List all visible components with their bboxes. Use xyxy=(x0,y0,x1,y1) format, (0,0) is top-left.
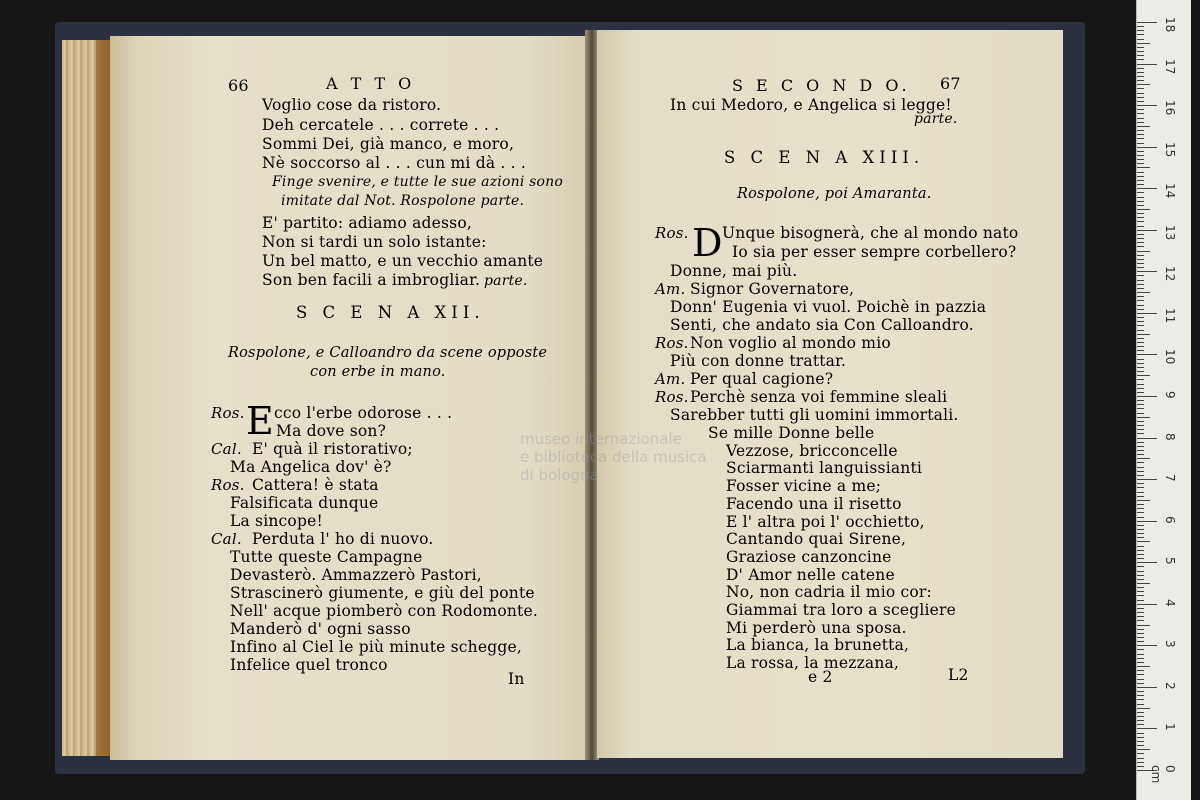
ruler-tick xyxy=(1137,475,1144,476)
aria-line: Vezzose, bricconcelle xyxy=(726,441,898,460)
ruler-number: 4 xyxy=(1163,598,1177,607)
ruler-tick xyxy=(1137,633,1144,634)
ruler-tick xyxy=(1137,147,1157,148)
dialogue-line: Strascinerò giumente, e giù del ponte xyxy=(230,584,535,602)
aria-line: La bianca, la brunetta, xyxy=(726,636,910,655)
ruler-tick xyxy=(1137,442,1144,443)
ruler-tick xyxy=(1137,720,1144,721)
dialogue-line: Unque bisognerà, che al mondo nato xyxy=(722,224,1019,242)
ruler-tick xyxy=(1137,533,1144,534)
stage-direction: Finge svenire, e tutte le sue azioni sono xyxy=(272,174,564,190)
catchword: In xyxy=(508,670,525,688)
ruler-tick xyxy=(1137,367,1144,368)
ruler-tick xyxy=(1137,591,1144,592)
dialogue-line: Più con donne trattar. xyxy=(670,352,847,370)
ruler-tick xyxy=(1137,242,1144,243)
ruler-tick xyxy=(1137,363,1144,364)
ruler-tick xyxy=(1137,354,1157,355)
ruler-tick xyxy=(1137,280,1144,281)
ruler-tick xyxy=(1137,39,1144,40)
ruler-tick xyxy=(1137,84,1150,85)
ruler-tick xyxy=(1137,126,1150,127)
drop-cap: E xyxy=(246,399,274,443)
ruler-tick xyxy=(1137,122,1144,123)
aria-line: E l' altra poi l' occhietto, xyxy=(726,512,925,531)
dialogue-line: E' quà il ristorativo; xyxy=(252,440,413,458)
ruler-tick xyxy=(1137,325,1144,326)
ruler-tick xyxy=(1137,471,1144,472)
ruler-tick xyxy=(1137,259,1144,260)
ruler-tick xyxy=(1137,359,1144,360)
speaker-label: Cal. xyxy=(211,440,242,458)
ruler-tick xyxy=(1137,88,1144,89)
ruler-tick xyxy=(1137,251,1150,252)
scene-cast: con erbe in mano. xyxy=(310,364,446,380)
ruler-tick xyxy=(1137,662,1144,663)
ruler-tick xyxy=(1137,138,1144,139)
ruler-tick xyxy=(1137,683,1144,684)
aria-line: D' Amor nelle catene xyxy=(726,565,895,584)
left-page-number: 66 xyxy=(228,76,249,95)
ruler-tick xyxy=(1137,284,1144,285)
verse-line: E' partito: adiamo adesso, xyxy=(262,214,472,232)
ruler-tick xyxy=(1137,51,1144,52)
ruler-tick xyxy=(1137,109,1144,110)
ruler-number: 2 xyxy=(1163,681,1177,690)
ruler-tick xyxy=(1137,658,1144,659)
ruler-tick xyxy=(1137,483,1144,484)
ruler-tick xyxy=(1137,708,1150,709)
ruler-tick xyxy=(1137,654,1144,655)
ruler-tick xyxy=(1137,695,1144,696)
ruler-tick xyxy=(1137,167,1150,168)
stage-direction: imitate dal Not. Rospolone parte. xyxy=(281,193,525,209)
ruler-tick xyxy=(1137,338,1144,339)
ruler-tick xyxy=(1137,649,1144,650)
ruler-tick xyxy=(1137,300,1144,301)
ruler-tick xyxy=(1137,674,1144,675)
ruler-tick xyxy=(1137,670,1144,671)
ruler-number: 8 xyxy=(1163,432,1177,441)
ruler-tick xyxy=(1137,55,1144,56)
ruler-tick xyxy=(1137,400,1144,401)
ruler-tick xyxy=(1137,184,1144,185)
signature-mark: e 2 xyxy=(808,668,833,686)
ruler-tick xyxy=(1137,579,1144,580)
ruler-tick xyxy=(1137,296,1144,297)
ruler-tick xyxy=(1137,595,1144,596)
ruler-tick xyxy=(1137,275,1144,276)
ruler-number: 1 xyxy=(1163,723,1177,732)
dialogue-line: Perduta l' ho di nuovo. xyxy=(252,530,434,548)
ruler-tick xyxy=(1137,733,1144,734)
ruler-tick xyxy=(1137,666,1150,667)
ruler-tick xyxy=(1137,313,1157,314)
ruler-number: 11 xyxy=(1163,307,1177,324)
dialogue-line: Infelice quel tronco xyxy=(230,656,388,674)
ruler-tick xyxy=(1137,645,1157,646)
verse-line: Voglio cose da ristoro. xyxy=(262,96,442,114)
ruler-tick xyxy=(1137,47,1144,48)
ruler-tick xyxy=(1137,587,1144,588)
ruler-tick xyxy=(1137,404,1144,405)
ruler-tick xyxy=(1137,72,1144,73)
ruler-tick xyxy=(1137,255,1144,256)
ruler-number: 6 xyxy=(1163,515,1177,524)
ruler-tick xyxy=(1137,180,1144,181)
ruler-tick xyxy=(1137,612,1144,613)
ruler-tick xyxy=(1137,728,1157,729)
ruler-tick xyxy=(1137,762,1144,763)
ruler-number: 14 xyxy=(1163,183,1177,199)
speaker-label: Ros. xyxy=(211,404,245,422)
ruler-tick xyxy=(1137,641,1144,642)
scene-cast: Rospolone, e Calloandro da scene opposte xyxy=(228,345,548,361)
ruler-tick xyxy=(1137,305,1144,306)
ruler-tick xyxy=(1137,479,1157,480)
verse-line: Son ben facili a imbrogliar. xyxy=(262,271,481,289)
ruler-tick xyxy=(1137,321,1144,322)
ruler-tick xyxy=(1137,575,1144,576)
speaker-label: Am. xyxy=(655,280,686,298)
ruler-tick xyxy=(1137,608,1144,609)
catchword: L2 xyxy=(948,666,969,684)
ruler-tick xyxy=(1137,558,1144,559)
speaker-label: Ros. xyxy=(655,334,689,352)
ruler-tick xyxy=(1137,458,1150,459)
ruler-tick xyxy=(1137,80,1144,81)
ruler-tick xyxy=(1137,288,1144,289)
ruler-tick xyxy=(1137,604,1157,605)
ruler-tick xyxy=(1137,571,1144,572)
ruler-tick xyxy=(1137,691,1144,692)
ruler-tick xyxy=(1137,26,1144,27)
ruler-tick xyxy=(1137,113,1144,114)
ruler-tick xyxy=(1137,93,1144,94)
ruler-tick xyxy=(1137,267,1144,268)
ruler-tick xyxy=(1137,105,1157,106)
aria-line: Giammai tra loro a scegliere xyxy=(726,601,957,619)
ruler-tick xyxy=(1137,76,1144,77)
ruler-tick xyxy=(1137,749,1150,750)
ruler-tick xyxy=(1137,375,1150,376)
ruler-tick xyxy=(1137,554,1144,555)
ruler-tick xyxy=(1137,546,1144,547)
ruler-tick xyxy=(1137,421,1144,422)
ruler-tick xyxy=(1137,342,1144,343)
ruler-tick xyxy=(1137,413,1144,414)
ruler-tick xyxy=(1137,130,1144,131)
ruler-tick xyxy=(1137,487,1144,488)
ruler-tick xyxy=(1137,271,1157,272)
ruler-tick xyxy=(1137,188,1157,189)
watermark-line: e biblioteca della musica xyxy=(520,448,707,466)
ruler-tick xyxy=(1137,496,1144,497)
ruler-tick xyxy=(1137,753,1144,754)
speaker-label: Ros. xyxy=(655,388,689,406)
right-running-head: S E C O N D O. xyxy=(732,76,911,95)
aria-line: La rossa, la mezzana, xyxy=(726,654,900,673)
ruler-tick xyxy=(1137,317,1144,318)
ruler-tick xyxy=(1137,309,1144,310)
dialogue-line: Infino al Ciel le più minute schegge, xyxy=(230,638,522,656)
ruler-tick xyxy=(1137,350,1144,351)
ruler-tick xyxy=(1137,433,1144,434)
aria-line: Graziose canzoncine xyxy=(726,547,892,566)
dialogue-line: Donn' Eugenia vi vuol. Poichè in pazzia xyxy=(670,298,987,316)
ruler-tick xyxy=(1137,209,1150,210)
measuring-ruler xyxy=(1136,0,1191,800)
ruler-tick xyxy=(1137,334,1150,335)
ruler-tick xyxy=(1137,504,1144,505)
dialogue-line: Manderò d' ogni sasso xyxy=(230,620,411,638)
ruler-tick xyxy=(1137,392,1144,393)
ruler-tick xyxy=(1137,699,1144,700)
ruler-tick xyxy=(1137,213,1144,214)
dialogue-line: Ma Angelica dov' è? xyxy=(230,458,392,476)
ruler-number: 7 xyxy=(1163,474,1177,482)
dialogue-line: Io sia per esser sempre corbellero? xyxy=(732,243,1017,261)
ruler-tick xyxy=(1137,429,1144,430)
dialogue-line: Signor Governatore, xyxy=(690,280,855,298)
ruler-tick xyxy=(1137,379,1144,380)
ruler-tick xyxy=(1137,234,1144,235)
ruler-tick xyxy=(1137,508,1144,509)
library-watermark xyxy=(520,430,710,484)
ruler-tick xyxy=(1137,246,1144,247)
ruler-tick xyxy=(1137,151,1144,152)
ruler-tick xyxy=(1137,758,1144,759)
ruler-tick xyxy=(1137,712,1144,713)
scene-heading: S C E N A XIII. xyxy=(724,148,925,167)
ruler-tick xyxy=(1137,521,1157,522)
ruler-tick xyxy=(1137,462,1144,463)
verse-line: Sommi Dei, già manco, e moro, xyxy=(262,135,515,153)
ruler-tick xyxy=(1137,43,1150,44)
ruler-tick xyxy=(1137,637,1144,638)
speaker-label: Am. xyxy=(655,370,686,388)
ruler-tick xyxy=(1137,566,1144,567)
dialogue-line: Senti, che andato sia Con Calloandro. xyxy=(670,316,974,334)
dialogue-line: Donne, mai più. xyxy=(670,262,798,280)
ruler-tick xyxy=(1137,512,1144,513)
ruler-tick xyxy=(1137,600,1144,601)
ruler-number: 17 xyxy=(1163,58,1177,74)
aria-line: Fosser vicine a me; xyxy=(726,477,882,496)
scene-heading: S C E N A XII. xyxy=(296,303,485,322)
ruler-number: 0 cm xyxy=(1149,765,1177,784)
ruler-tick xyxy=(1137,541,1150,542)
dialogue-line: Cattera! è stata xyxy=(252,476,379,494)
aria-line: Cantando quai Sirene, xyxy=(726,530,907,549)
ruler-number: 3 xyxy=(1163,640,1177,648)
watermark-line: di bologna xyxy=(520,466,599,484)
dialogue-line: Falsificata dunque xyxy=(230,494,379,512)
ruler-tick xyxy=(1137,59,1144,60)
speaker-label: Ros. xyxy=(655,224,689,242)
ruler-tick xyxy=(1137,192,1144,193)
ruler-tick xyxy=(1137,550,1144,551)
dialogue-line: Devasterò. Ammazzerò Pastori, xyxy=(230,566,482,584)
ruler-tick xyxy=(1137,417,1150,418)
ruler-tick xyxy=(1137,68,1144,69)
ruler-number: 9 xyxy=(1163,391,1177,399)
ruler-tick xyxy=(1137,217,1144,218)
stage-direction-parte: parte. xyxy=(484,273,528,289)
dialogue-line: Ma dove son? xyxy=(276,422,387,440)
ruler-tick xyxy=(1137,525,1144,526)
ruler-tick xyxy=(1137,101,1144,102)
ruler-tick xyxy=(1137,492,1144,493)
scene-cast: Rospolone, poi Amaranta. xyxy=(737,186,932,202)
ruler-tick xyxy=(1137,724,1144,725)
ruler-tick xyxy=(1137,346,1144,347)
ruler-tick xyxy=(1137,737,1144,738)
dialogue-line: Sarebber tutti gli uomini immortali. xyxy=(670,406,959,424)
ruler-tick xyxy=(1137,143,1144,144)
ruler-tick xyxy=(1137,396,1157,397)
ruler-tick xyxy=(1137,118,1144,119)
ruler-number: 15 xyxy=(1163,141,1177,157)
dialogue-line: Nell' acque piomberò con Rodomonte. xyxy=(230,602,538,620)
left-running-head: A T T O xyxy=(326,74,416,93)
right-page-number: 67 xyxy=(940,74,961,93)
ruler-tick xyxy=(1137,330,1144,331)
ruler-tick xyxy=(1137,163,1144,164)
ruler-tick xyxy=(1137,454,1144,455)
verse-line: Nè soccorso al . . . cun mi dà . . . xyxy=(262,154,527,172)
ruler-tick xyxy=(1137,34,1144,35)
aria-line: No, non cadria il mio cor: xyxy=(726,583,932,602)
speaker-label: Cal. xyxy=(211,530,242,548)
ruler-tick xyxy=(1137,450,1144,451)
ruler-number: 18 xyxy=(1163,17,1177,33)
dialogue-line: Per qual cagione? xyxy=(690,370,834,388)
ruler-tick xyxy=(1137,238,1144,239)
ruler-tick xyxy=(1137,583,1150,584)
ruler-tick xyxy=(1137,766,1144,767)
ruler-tick xyxy=(1137,22,1157,23)
aria-line: Mi perderò una sposa. xyxy=(726,618,907,637)
aria-line: Facendo una il risetto xyxy=(726,494,902,513)
aria-line: Se mille Donne belle xyxy=(708,424,875,442)
ruler-tick xyxy=(1137,529,1144,530)
ruler-tick xyxy=(1137,64,1157,65)
ruler-tick xyxy=(1137,30,1144,31)
ruler-tick xyxy=(1137,197,1144,198)
ruler-tick xyxy=(1137,134,1144,135)
drop-cap: D xyxy=(692,221,723,265)
dialogue-line: cco l'erbe odorose . . . xyxy=(274,404,453,422)
ruler-number: 16 xyxy=(1163,100,1177,116)
verse-line: In cui Medoro, e Angelica si legge! xyxy=(670,96,952,114)
verse-line: Un bel matto, e un vecchio amante xyxy=(262,252,544,270)
dialogue-line: Perchè senza voi femmine sleali xyxy=(690,388,948,406)
ruler-tick xyxy=(1137,500,1150,501)
ruler-tick xyxy=(1137,221,1144,222)
ruler-tick xyxy=(1137,384,1144,385)
ruler-tick xyxy=(1137,679,1144,680)
ruler-tick xyxy=(1137,292,1150,293)
ruler-tick xyxy=(1137,263,1144,264)
ruler-number: 13 xyxy=(1163,224,1177,241)
ruler-tick xyxy=(1137,388,1144,389)
ruler-tick xyxy=(1137,537,1144,538)
ruler-tick xyxy=(1137,172,1144,173)
stage-direction-parte: parte. xyxy=(914,111,958,127)
ruler-tick xyxy=(1137,446,1144,447)
ruler-tick xyxy=(1137,745,1144,746)
ruler-number: 12 xyxy=(1163,266,1177,282)
ruler-tick xyxy=(1137,620,1144,621)
dialogue-line: Non voglio al mondo mio xyxy=(690,334,891,352)
ruler-tick xyxy=(1137,716,1144,717)
ruler-tick xyxy=(1137,226,1144,227)
ruler-tick xyxy=(1137,408,1144,409)
ruler-tick xyxy=(1137,562,1157,563)
ruler-tick xyxy=(1137,704,1144,705)
ruler-tick xyxy=(1137,97,1144,98)
ruler-tick xyxy=(1137,205,1144,206)
verse-line: Deh cercatele . . . correte . . . xyxy=(262,116,500,134)
ruler-tick xyxy=(1137,625,1150,626)
ruler-tick xyxy=(1137,155,1144,156)
ruler-tick xyxy=(1137,616,1144,617)
ruler-tick xyxy=(1137,438,1157,439)
ruler-tick xyxy=(1137,425,1144,426)
watermark-line: museo internazionale xyxy=(520,430,682,448)
ruler-tick xyxy=(1137,371,1144,372)
ruler-tick xyxy=(1137,629,1144,630)
page-edges xyxy=(62,40,114,756)
ruler-tick xyxy=(1137,687,1157,688)
ruler-tick xyxy=(1137,230,1157,231)
verse-line: Non si tardi un solo istante: xyxy=(262,233,487,251)
ruler-tick xyxy=(1137,159,1144,160)
dialogue-line: Tutte queste Campagne xyxy=(230,548,423,566)
ruler-tick xyxy=(1137,741,1144,742)
ruler-number: 10 xyxy=(1163,349,1177,365)
ruler-tick xyxy=(1137,467,1144,468)
ruler-tick xyxy=(1137,201,1144,202)
dialogue-line: La sincope! xyxy=(230,512,323,530)
ruler-tick xyxy=(1137,176,1144,177)
ruler-tick xyxy=(1137,517,1144,518)
speaker-label: Ros. xyxy=(211,476,245,494)
ruler-number: 5 xyxy=(1163,557,1177,565)
aria-line: Sciarmanti languissianti xyxy=(726,459,923,478)
